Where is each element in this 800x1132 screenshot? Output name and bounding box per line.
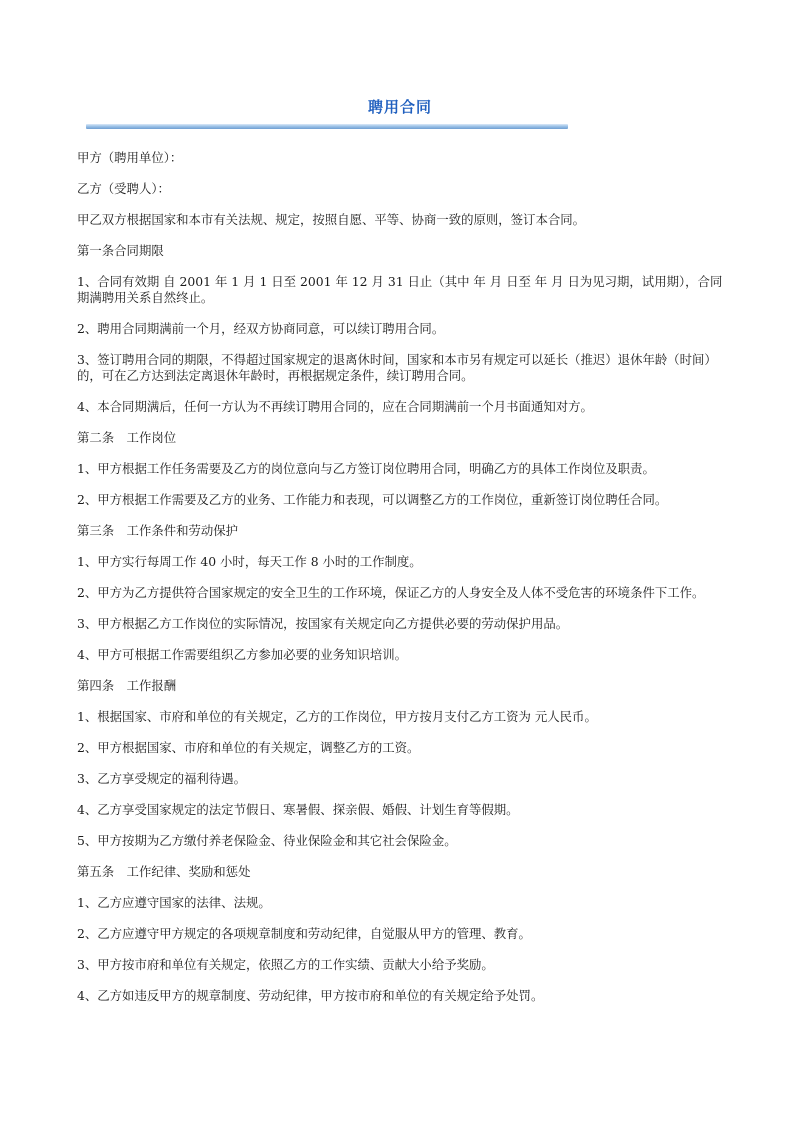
document-body xyxy=(77,150,727,1019)
clause-paragraph: 4、本合同期满后，任何一方认为不再续订聘用合同的，应在合同期满前一个月书面通知对方。 xyxy=(77,399,593,414)
clause-paragraph: 2、乙方应遵守甲方规定的各项规章制度和劳动纪律，自觉服从甲方的管理、教育。 xyxy=(77,926,531,941)
title-underline xyxy=(86,124,568,129)
clause-paragraph: 4、甲方可根据工作需要组织乙方参加必要的业务知识培训。 xyxy=(77,647,408,662)
clause-paragraph: 4、乙方如违反甲方的规章制度、劳动纪律，甲方按市府和单位的有关规定给予处罚。 xyxy=(77,988,544,1003)
clause-paragraph: 2、聘用合同期满前一个月，经双方协商同意，可以续订聘用合同。 xyxy=(77,321,445,336)
clause-paragraph: 3、甲方按市府和单位有关规定，依照乙方的工作实绩、贡献大小给予奖励。 xyxy=(77,957,494,972)
clause-paragraph: 2、甲方根据国家、市府和单位的有关规定，调整乙方的工资。 xyxy=(77,740,420,755)
clause-paragraph: 5、甲方按期为乙方缴付养老保险金、待业保险金和其它社会保险金。 xyxy=(77,833,457,848)
clause-paragraph: 1、甲方根据工作任务需要及乙方的岗位意向与乙方签订岗位聘用合同，明确乙方的具体工作岗位及职责。 xyxy=(77,461,655,476)
clause-paragraph: 1、合同有效期 自 2001 年 1 月 1 日至 2001 年 12 月 31 日止（其中 年 月 日至 年 月 日为见习期，试用期），合同期满聘用关系自然终止。 xyxy=(77,274,723,305)
clause-paragraph: 1、甲方实行每周工作 40 小时，每天工作 8 小时的工作制度。 xyxy=(77,554,422,569)
document-title: 聘用合同 xyxy=(367,98,432,116)
clause-paragraph: 2、甲方为乙方提供符合国家规定的安全卫生的工作环境，保证乙方的人身安全及人体不受危害的环境条件下工作。 xyxy=(77,585,705,600)
section-heading: 第二条 工作岗位 xyxy=(77,430,177,445)
section-heading: 第一条合同期限 xyxy=(77,243,164,258)
section-heading: 第三条 工作条件和劳动保护 xyxy=(77,523,239,538)
section-heading: 第五条 工作纪律、奖励和惩处 xyxy=(77,864,251,879)
section-heading: 第四条 工作报酬 xyxy=(77,678,177,693)
party-b-line: 乙方（受聘人）： xyxy=(77,181,170,196)
clause-paragraph: 1、根据国家、市府和单位的有关规定，乙方的工作岗位，甲方按月支付乙方工资为 元人民币。 xyxy=(77,709,597,724)
clause-paragraph: 2、甲方根据工作需要及乙方的业务、工作能力和表现，可以调整乙方的工作岗位，重新签订岗位聘任合同。 xyxy=(77,492,668,507)
clause-paragraph: 3、乙方享受规定的福利待遇。 xyxy=(77,771,246,786)
party-a-line: 甲方（聘用单位）： xyxy=(77,150,183,165)
clause-paragraph: 4、乙方享受国家规定的法定节假日、寒暑假、探亲假、婚假、计划生育等假期。 xyxy=(77,802,519,817)
clause-paragraph: 1、乙方应遵守国家的法律、法规。 xyxy=(77,895,271,910)
clause-paragraph: 3、签订聘用合同的期限，不得超过国家规定的退离休时间，国家和本市另有规定可以延长（推迟）退休年龄（时间）的，可在乙方达到法定离退休年龄时，再根据规定条件，续订聘用合同。 xyxy=(77,352,717,383)
clause-paragraph: 3、甲方根据乙方工作岗位的实际情况，按国家有关规定向乙方提供必要的劳动保护用品。 xyxy=(77,616,569,631)
preamble-paragraph: 甲乙双方根据国家和本市有关法规、规定，按照自愿、平等、协商一致的原则，签订本合同。 xyxy=(77,212,586,227)
